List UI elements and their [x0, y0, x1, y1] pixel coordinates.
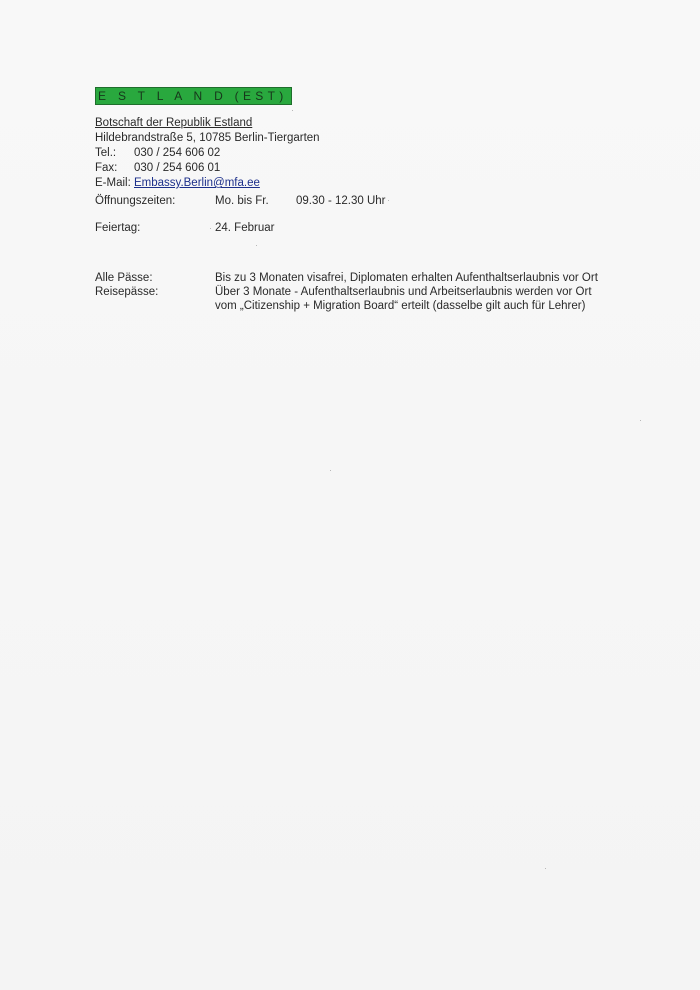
email-label: E-Mail: [95, 177, 131, 189]
phone-number: 030 / 254 606 02 [134, 147, 221, 159]
embassy-address: Hildebrandstraße 5, 10785 Berlin-Tiergarten [95, 132, 320, 144]
opening-days: Mo. bis Fr. [215, 195, 269, 207]
embassy-contact-block [95, 116, 320, 191]
country-heading: E S T L A N D (EST) [95, 87, 292, 105]
passport-rule-line-3: vom „Citizenship + Migration Board“ erteilt (dasselbe gilt auch für Lehrer) [215, 300, 586, 312]
phone-label: Tel.: [95, 147, 117, 159]
email-link[interactable]: Embassy.Berlin@mfa.ee [134, 177, 260, 189]
scan-speck [256, 245, 257, 246]
holiday-date: 24. Februar [215, 222, 275, 234]
fax-label: Fax: [95, 162, 118, 174]
fax-number: 030 / 254 606 01 [134, 162, 221, 174]
embassy-name: Botschaft der Republik Estland [95, 117, 253, 129]
passport-rule-line-1: Bis zu 3 Monaten visafrei, Diplomaten erhalten Aufenthaltserlaubnis vor Ort [215, 272, 598, 284]
travel-passports-label: Reisepässe: [95, 286, 159, 298]
opening-hours: 09.30 - 12.30 Uhr [296, 195, 386, 207]
scan-speck [545, 868, 546, 869]
all-passports-label: Alle Pässe: [95, 272, 153, 284]
scan-speck [388, 200, 389, 201]
email-line [95, 176, 320, 191]
scan-speck [292, 110, 293, 111]
fax-line [95, 161, 320, 176]
scan-speck [330, 470, 331, 471]
passport-rule-line-2: Über 3 Monate - Aufenthaltserlaubnis und Arbeitserlaubnis werden vor Ort [215, 286, 592, 298]
holiday-label: Feiertag: [95, 222, 141, 234]
scan-speck [640, 420, 641, 421]
scan-speck [210, 228, 211, 229]
phone-line [95, 146, 320, 161]
opening-hours-label: Öffnungszeiten: [95, 195, 176, 207]
